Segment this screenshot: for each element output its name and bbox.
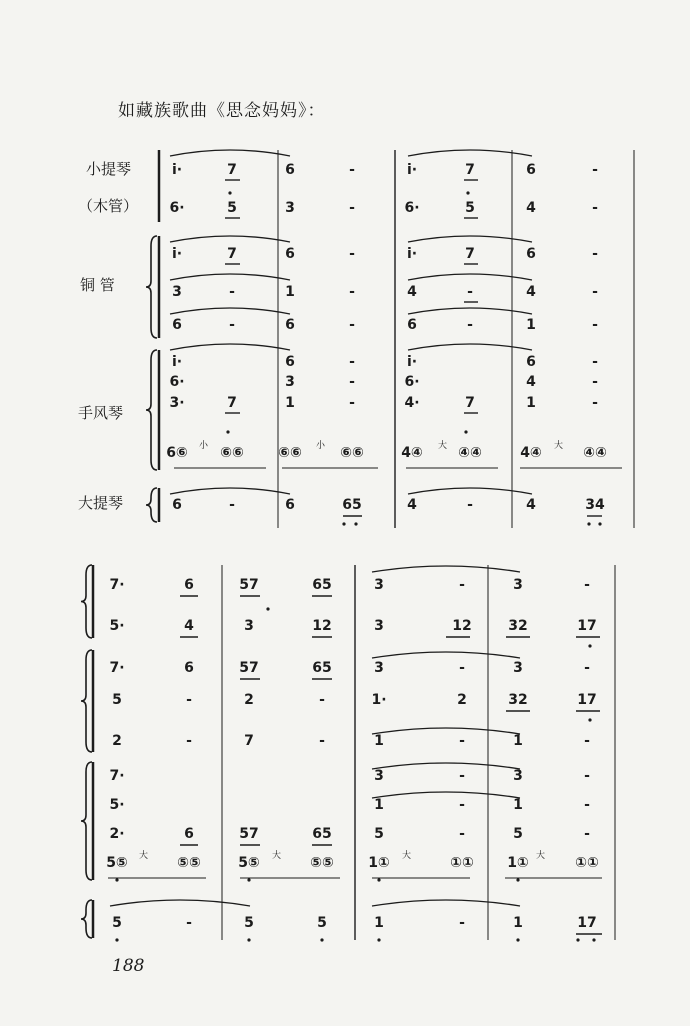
label-accordion: 手风琴	[78, 404, 124, 422]
note-s1-r3-c1: -	[229, 284, 235, 300]
dot-s2-5	[247, 938, 250, 941]
marker-s2-2: 大	[402, 851, 412, 861]
note-s2-r8-c4: 1①	[368, 855, 390, 871]
note-s2-r0-c3: 65	[312, 577, 332, 593]
note-s1-r3-c4: 4	[407, 284, 417, 300]
slur-s1-10	[170, 488, 290, 494]
note-s1-r8-c1: ⑥⑥	[220, 445, 244, 461]
note-s2-r1-c1: 4	[184, 618, 194, 634]
slur-s1-5	[408, 274, 532, 280]
note-s2-r3-c1: -	[186, 692, 192, 708]
note-s1-r7-c6: 1	[526, 395, 536, 411]
brace-s2-cello	[81, 900, 92, 938]
note-s2-r7-c0: 2·	[109, 826, 125, 842]
slur-s1-9	[408, 344, 532, 350]
dot-s1-5	[466, 191, 469, 194]
note-s2-r7-c7: -	[584, 826, 590, 842]
note-s1-r0-c0: i·	[171, 162, 183, 178]
note-s1-r8-c5: ④④	[458, 445, 482, 461]
note-s1-r8-c0: 6⑥	[166, 445, 188, 461]
dot-s2-3	[516, 878, 519, 881]
note-s1-r3-c6: 4	[526, 284, 536, 300]
dot-s2-7	[377, 938, 380, 941]
note-s1-r3-c2: 1	[285, 284, 295, 300]
slur-s1-4	[170, 274, 290, 280]
note-s2-r9-c6: 1	[513, 915, 523, 931]
note-s1-r6-c3: -	[349, 374, 355, 390]
note-s1-r6-c4: 6·	[404, 374, 420, 390]
dot-s2-11	[266, 607, 269, 610]
note-s1-r0-c7: -	[592, 162, 598, 178]
note-s2-r8-c7: ①①	[575, 855, 599, 871]
note-s1-r1-c6: 4	[526, 200, 536, 216]
note-s2-r6-c4: 1	[374, 797, 384, 813]
note-s2-r5-c5: -	[459, 768, 465, 784]
note-s1-r3-c7: -	[592, 284, 598, 300]
note-s2-r9-c2: 5	[244, 915, 254, 931]
note-s1-r3-c5: -	[467, 284, 473, 300]
note-s1-r7-c1: 7	[227, 395, 237, 411]
note-s2-r2-c4: 3	[374, 660, 384, 676]
note-s1-r7-c5: 7	[465, 395, 475, 411]
dot-s2-13	[592, 938, 595, 941]
note-s1-r8-c2: ⑥⑥	[278, 445, 302, 461]
note-s2-r3-c5: 2	[457, 692, 467, 708]
note-s1-r0-c5: 7	[465, 162, 475, 178]
note-s1-r9-c3: 65	[342, 497, 362, 513]
note-s2-r3-c4: 1·	[371, 692, 387, 708]
note-s1-r1-c5: 5	[465, 200, 475, 216]
note-s1-r7-c3: -	[349, 395, 355, 411]
note-s2-r4-c0: 2	[112, 733, 122, 749]
note-s1-r1-c4: 6·	[404, 200, 420, 216]
note-s1-r2-c1: 7	[227, 246, 237, 262]
dot-s2-0	[115, 878, 118, 881]
dot-s1-1	[354, 522, 357, 525]
note-s2-r1-c7: 17	[577, 618, 597, 634]
note-s2-r2-c5: -	[459, 660, 465, 676]
note-s2-r5-c6: 3	[513, 768, 523, 784]
note-s1-r1-c2: 3	[285, 200, 295, 216]
note-s2-r3-c7: 17	[577, 692, 597, 708]
dot-s2-10	[588, 644, 591, 647]
note-s1-r9-c2: 6	[285, 497, 295, 513]
slur-s2-2	[372, 728, 520, 734]
note-s1-r4-c6: 1	[526, 317, 536, 333]
note-s1-r0-c4: i·	[406, 162, 418, 178]
note-s2-r0-c0: 7·	[109, 577, 125, 593]
brace-s2-brass	[81, 650, 92, 752]
marker-s1-3: 大	[554, 441, 564, 451]
note-s2-r2-c6: 3	[513, 660, 523, 676]
note-s1-r7-c0: 3·	[169, 395, 185, 411]
note-s2-r0-c1: 6	[184, 577, 194, 593]
slur-s2-5	[110, 900, 250, 906]
note-s2-r8-c1: ⑤⑤	[177, 855, 201, 871]
note-s2-r7-c5: -	[459, 826, 465, 842]
note-s1-r9-c6: 4	[526, 497, 536, 513]
note-s2-r4-c2: 7	[244, 733, 254, 749]
marker-s2-3: 大	[536, 851, 546, 861]
note-s1-r4-c3: -	[349, 317, 355, 333]
dot-s2-4	[115, 938, 118, 941]
note-s2-r1-c2: 3	[244, 618, 254, 634]
dot-s2-9	[588, 718, 591, 721]
dot-s2-6	[320, 938, 323, 941]
note-s2-r1-c0: 5·	[109, 618, 125, 634]
note-s2-r7-c6: 5	[513, 826, 523, 842]
brace-accordion	[146, 350, 157, 470]
note-s2-r5-c4: 3	[374, 768, 384, 784]
note-s1-r7-c7: -	[592, 395, 598, 411]
note-s1-r9-c4: 4	[407, 497, 417, 513]
note-s2-r0-c4: 3	[374, 577, 384, 593]
note-s1-r3-c0: 3	[172, 284, 182, 300]
dot-s1-0	[342, 522, 345, 525]
note-s1-r0-c1: 7	[227, 162, 237, 178]
slur-s1-3	[408, 236, 532, 242]
page-heading: 如藏族歌曲《思念妈妈》：	[118, 101, 326, 121]
slur-s2-4	[372, 792, 520, 798]
note-s2-r1-c3: 12	[312, 618, 332, 634]
label-woodwind: （木管）	[78, 197, 139, 215]
slur-s2-6	[372, 900, 520, 906]
note-s1-r5-c3: -	[349, 354, 355, 370]
slur-s1-1	[408, 150, 532, 156]
note-s2-r3-c3: -	[319, 692, 325, 708]
note-s1-r0-c3: -	[349, 162, 355, 178]
note-s2-r8-c0: 5⑤	[106, 855, 128, 871]
note-s2-r3-c6: 32	[508, 692, 528, 708]
note-s2-r1-c4: 3	[374, 618, 384, 634]
page-number: 188	[112, 956, 145, 976]
note-s1-r6-c6: 4	[526, 374, 536, 390]
marker-s2-0: 大	[139, 851, 149, 861]
note-s1-r8-c4: 4④	[401, 445, 423, 461]
note-s1-r4-c2: 6	[285, 317, 295, 333]
note-s1-r2-c4: i·	[406, 246, 418, 262]
note-s1-r4-c4: 6	[407, 317, 417, 333]
dot-s2-2	[377, 878, 380, 881]
label-cello: 大提琴	[78, 494, 124, 512]
note-s1-r0-c2: 6	[285, 162, 295, 178]
dot-s2-1	[247, 878, 250, 881]
dot-s1-4	[228, 191, 231, 194]
note-s2-r6-c5: -	[459, 797, 465, 813]
note-s1-r6-c2: 3	[285, 374, 295, 390]
note-s1-r1-c0: 6·	[169, 200, 185, 216]
note-s2-r1-c6: 32	[508, 618, 528, 634]
note-s1-r2-c5: 7	[465, 246, 475, 262]
note-s1-r8-c3: ⑥⑥	[340, 445, 364, 461]
note-s2-r0-c7: -	[584, 577, 590, 593]
note-s2-r1-c5: 12	[452, 618, 472, 634]
dot-s2-8	[516, 938, 519, 941]
marker-s2-1: 大	[272, 851, 282, 861]
note-s1-r5-c7: -	[592, 354, 598, 370]
note-s1-r1-c1: 5	[227, 200, 237, 216]
note-s2-r7-c4: 5	[374, 826, 384, 842]
note-s1-r7-c2: 1	[285, 395, 295, 411]
note-s2-r9-c1: -	[186, 915, 192, 931]
note-s1-r5-c4: i·	[406, 354, 418, 370]
note-s1-r2-c3: -	[349, 246, 355, 262]
note-s2-r9-c7: 17	[577, 915, 597, 931]
slur-s1-7	[408, 308, 532, 314]
brace-cello	[146, 488, 157, 522]
note-s1-r4-c1: -	[229, 317, 235, 333]
note-s2-r9-c0: 5	[112, 915, 122, 931]
note-s1-r7-c4: 4·	[404, 395, 420, 411]
note-s1-r5-c6: 6	[526, 354, 536, 370]
note-s2-r4-c3: -	[319, 733, 325, 749]
note-s2-r9-c3: 5	[317, 915, 327, 931]
note-s2-r9-c5: -	[459, 915, 465, 931]
slur-s1-11	[408, 488, 532, 494]
note-s2-r4-c6: 1	[513, 733, 523, 749]
note-s1-r3-c3: -	[349, 284, 355, 300]
note-s2-r2-c0: 7·	[109, 660, 125, 676]
slur-s2-1	[372, 652, 520, 658]
note-s1-r8-c7: ④④	[583, 445, 607, 461]
slur-s2-0	[372, 566, 520, 572]
note-s2-r5-c7: -	[584, 768, 590, 784]
note-s2-r0-c2: 57	[239, 577, 259, 593]
note-s1-r9-c5: -	[467, 497, 473, 513]
marker-s1-1: 小	[316, 441, 326, 451]
note-s2-r4-c1: -	[186, 733, 192, 749]
note-s2-r7-c1: 6	[184, 826, 194, 842]
note-s2-r9-c4: 1	[374, 915, 384, 931]
note-s2-r6-c7: -	[584, 797, 590, 813]
note-s1-r2-c2: 6	[285, 246, 295, 262]
note-s2-r6-c6: 1	[513, 797, 523, 813]
brace-s2-accordion	[81, 762, 92, 880]
label-brass: 铜 管	[80, 276, 115, 294]
note-s1-r8-c6: 4④	[520, 445, 542, 461]
note-s2-r2-c3: 65	[312, 660, 332, 676]
note-s1-r6-c0: 6·	[169, 374, 185, 390]
brace-s2-violin	[81, 565, 92, 638]
note-s2-r4-c4: 1	[374, 733, 384, 749]
marker-s1-0: 小	[199, 441, 209, 451]
dot-s1-6	[226, 430, 229, 433]
note-s2-r4-c7: -	[584, 733, 590, 749]
note-s1-r1-c7: -	[592, 200, 598, 216]
slur-s1-2	[170, 236, 290, 242]
note-s1-r0-c6: 6	[526, 162, 536, 178]
slur-s1-0	[170, 150, 290, 156]
note-s2-r3-c0: 5	[112, 692, 122, 708]
note-s1-r1-c3: -	[349, 200, 355, 216]
note-s1-r2-c0: i·	[171, 246, 183, 262]
dot-s1-2	[587, 522, 590, 525]
note-s2-r2-c2: 57	[239, 660, 259, 676]
note-s2-r8-c2: 5⑤	[238, 855, 260, 871]
slur-s1-6	[170, 308, 290, 314]
note-s2-r8-c3: ⑤⑤	[310, 855, 334, 871]
slur-s1-8	[170, 344, 290, 350]
note-s2-r3-c2: 2	[244, 692, 254, 708]
note-s1-r9-c0: 6	[172, 497, 182, 513]
dot-s2-12	[576, 938, 579, 941]
dot-s1-3	[598, 522, 601, 525]
brace-brass	[146, 236, 157, 338]
note-s2-r0-c6: 3	[513, 577, 523, 593]
note-s1-r2-c6: 6	[526, 246, 536, 262]
label-violin: 小提琴	[86, 160, 132, 178]
note-s2-r7-c2: 57	[239, 826, 259, 842]
note-s1-r9-c1: -	[229, 497, 235, 513]
note-s1-r4-c5: -	[467, 317, 473, 333]
note-s1-r6-c7: -	[592, 374, 598, 390]
slur-s2-3	[372, 763, 520, 769]
note-s2-r7-c3: 65	[312, 826, 332, 842]
note-s1-r2-c7: -	[592, 246, 598, 262]
note-s1-r4-c0: 6	[172, 317, 182, 333]
note-s1-r5-c2: 6	[285, 354, 295, 370]
note-s1-r5-c0: i·	[171, 354, 183, 370]
note-s2-r4-c5: -	[459, 733, 465, 749]
note-s2-r8-c5: ①①	[450, 855, 474, 871]
note-s2-r8-c6: 1①	[507, 855, 529, 871]
note-s2-r5-c0: 7·	[109, 768, 125, 784]
dot-s1-7	[464, 430, 467, 433]
note-s2-r0-c5: -	[459, 577, 465, 593]
note-s1-r9-c7: 34	[585, 497, 605, 513]
note-s1-r4-c7: -	[592, 317, 598, 333]
note-s2-r6-c0: 5·	[109, 797, 125, 813]
note-s2-r2-c1: 6	[184, 660, 194, 676]
marker-s1-2: 大	[438, 441, 448, 451]
note-s2-r2-c7: -	[584, 660, 590, 676]
